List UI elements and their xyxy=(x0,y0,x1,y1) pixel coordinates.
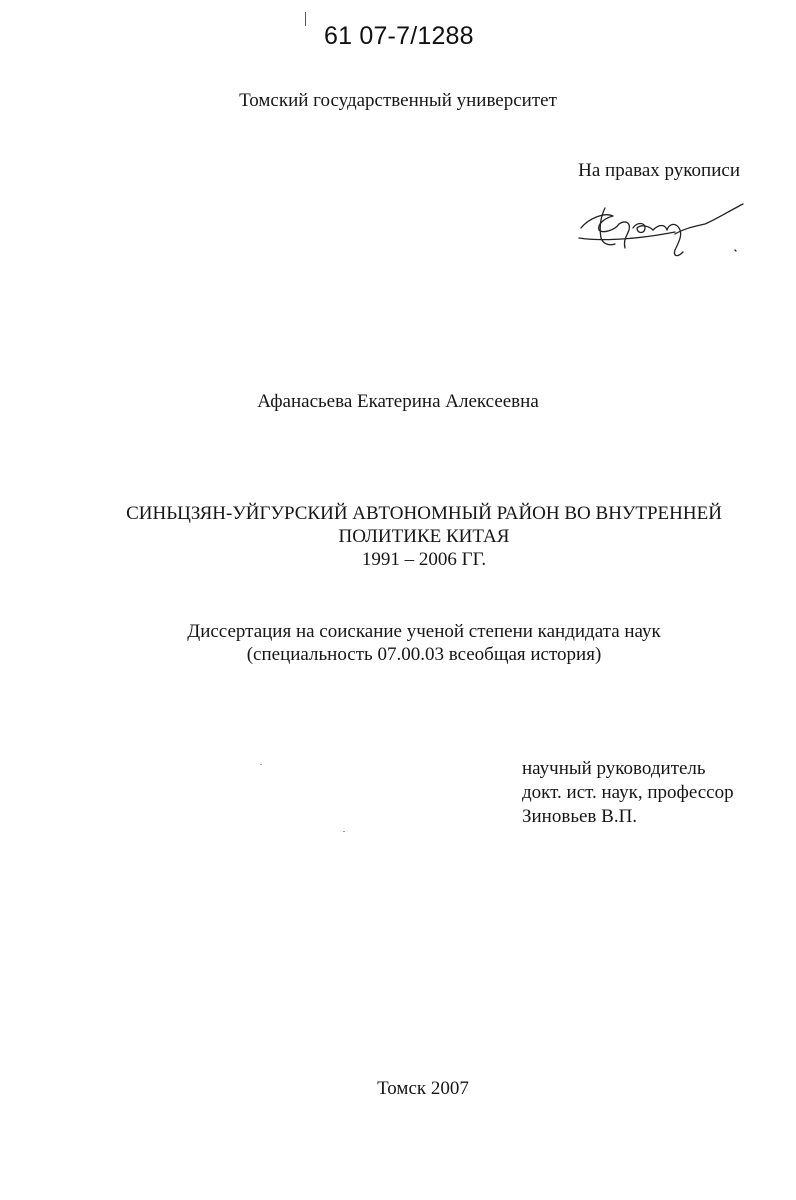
city-and-year: Томск 2007 xyxy=(377,1078,469,1099)
supervisor-role: научный руководитель xyxy=(522,758,706,779)
scan-speck xyxy=(343,831,345,832)
supervisor-name: Зиновьев В.П. xyxy=(522,806,638,827)
title-years: 1991 – 2006 ГГ. xyxy=(361,549,487,570)
dissertation-title xyxy=(0,502,796,571)
title-line-2: ПОЛИТИКЕ КИТАЯ xyxy=(338,526,510,547)
supervisor-credentials: докт. ист. наук, профессор xyxy=(522,782,734,803)
author-name: Афанасьева Екатерина Алексеевна xyxy=(257,391,539,412)
degree-line-1: Диссертация на соискание ученой степени кандидата наук xyxy=(187,621,661,642)
university-name: Томский государственный университет xyxy=(239,90,557,111)
manuscript-rights-note: На правах рукописи xyxy=(578,160,740,181)
degree-specialty: (специальность 07.00.03 всеобщая история) xyxy=(246,644,602,665)
archive-tick-mark xyxy=(305,12,306,26)
scan-speck xyxy=(260,764,262,765)
title-line-1: СИНЬЦЗЯН-УЙГУРСКИЙ АВТОНОМНЫЙ РАЙОН ВО ВНУТРЕННЕЙ xyxy=(126,503,722,524)
archive-call-number: 61 07-7/1288 xyxy=(324,22,474,50)
degree-statement xyxy=(0,620,796,666)
supervisor-info xyxy=(522,757,734,829)
handwritten-signature xyxy=(575,198,750,268)
